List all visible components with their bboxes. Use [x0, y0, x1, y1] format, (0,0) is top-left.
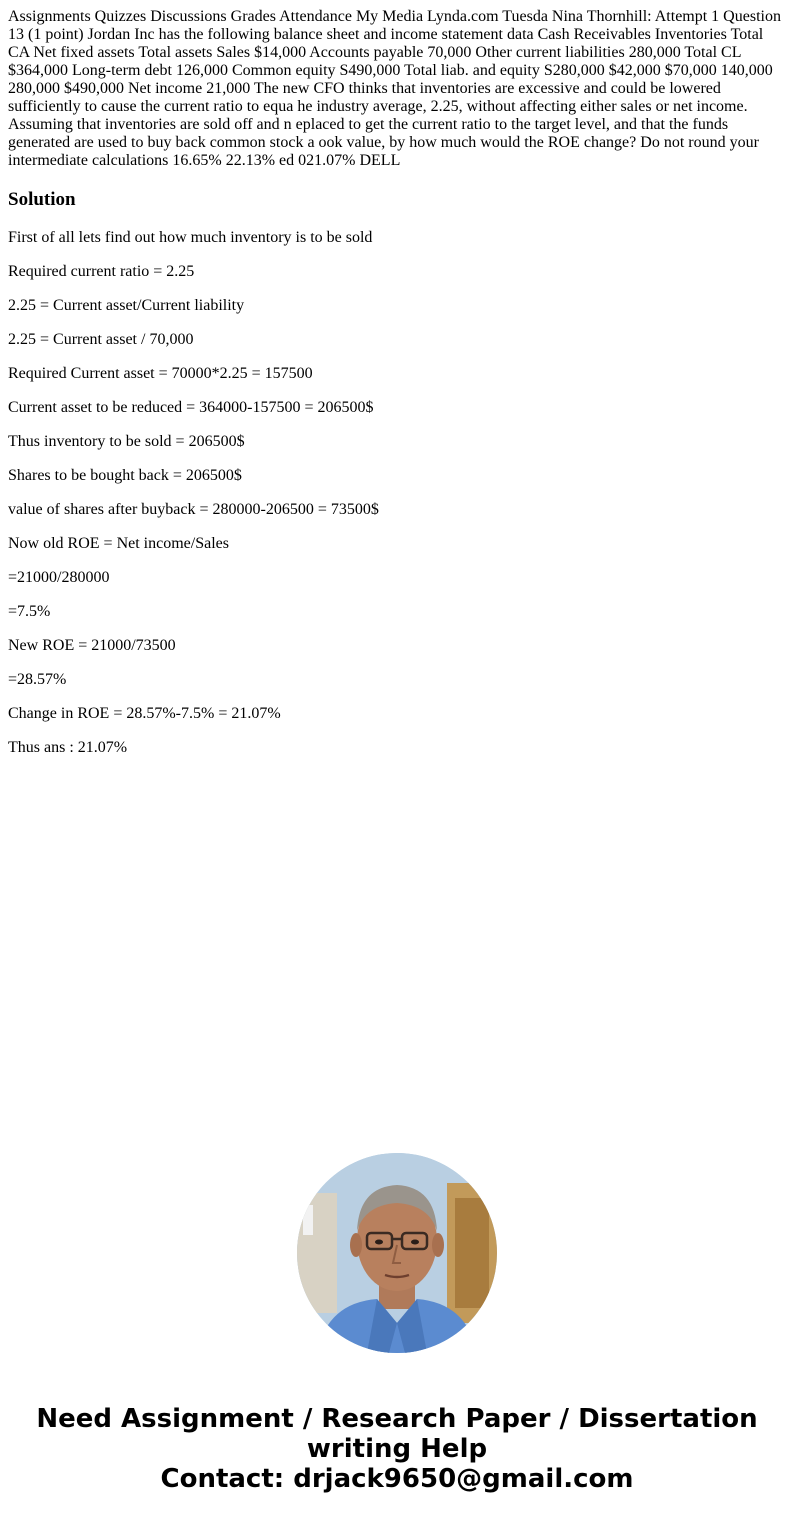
- solution-step: =28.57%: [8, 671, 67, 688]
- solution-step: Required current ratio = 2.25: [8, 263, 195, 280]
- solution-step: =7.5%: [8, 603, 51, 620]
- solution-step: Current asset to be reduced = 364000-157500 = 206500$: [8, 399, 374, 416]
- solution-step: Thus ans : 21.07%: [8, 739, 128, 756]
- banner-line-2: writing Help: [306, 1434, 488, 1464]
- tutor-avatar: [297, 1153, 497, 1353]
- contact-banner: [0, 1404, 794, 1494]
- solution-step: =21000/280000: [8, 569, 110, 586]
- solution-step: 2.25 = Current asset / 70,000: [8, 331, 194, 348]
- solution-step: Required Current asset = 70000*2.25 = 157500: [8, 365, 313, 382]
- solution-heading: Solution: [8, 189, 76, 210]
- tutor-portrait-icon: [297, 1153, 497, 1353]
- solution-step: Change in ROE = 28.57%-7.5% = 21.07%: [8, 705, 281, 722]
- question-text: Assignments Quizzes Discussions Grades Attendance My Media Lynda.com Tuesda Nina Thornhill: Attempt 1 Question 13 (1 point) Jordan Inc has the following balance sheet and income statement data Cash Receivables Inventories Total CA Net fixed assets Total assets Sales $14,000 Accounts payable 70,000 Other current liabilities 280,000 Total CL $364,000 Long-term debt 126,000 Common equity S490,000 Total liab. and equity S280,000 $42,000 $70,000 140,000 280,000 $490,000 Net income 21,000 The new CFO thinks that inventories are excessive and could be lowered sufficiently to cause the current ratio to equa he industry average, 2.25, without affecting either sales or net income. Assuming that inventories are sold off and n eplaced to get the current ratio to the target level, and that the funds generated are used to buy back common stock a ook value, by how much would the ROE change? Do not round your intermediate calculations 16.65% 22.13% ed 021.07% DELL: [8, 8, 781, 169]
- solution-step: value of shares after buyback = 280000-206500 = 73500$: [8, 501, 379, 518]
- solution-step: Now old ROE = Net income/Sales: [8, 535, 229, 552]
- contact-email: Contact: drjack9650@gmail.com: [160, 1464, 634, 1494]
- solution-step: New ROE = 21000/73500: [8, 637, 176, 654]
- banner-line-1: Need Assignment / Research Paper / Dissertation: [36, 1404, 758, 1434]
- solution-step: 2.25 = Current asset/Current liability: [8, 297, 245, 314]
- solution-step: Thus inventory to be sold = 206500$: [8, 433, 245, 450]
- solution-step: Shares to be bought back = 206500$: [8, 467, 242, 484]
- solution-step: First of all lets find out how much inventory is to be sold: [8, 229, 373, 246]
- solution-steps: [8, 229, 379, 773]
